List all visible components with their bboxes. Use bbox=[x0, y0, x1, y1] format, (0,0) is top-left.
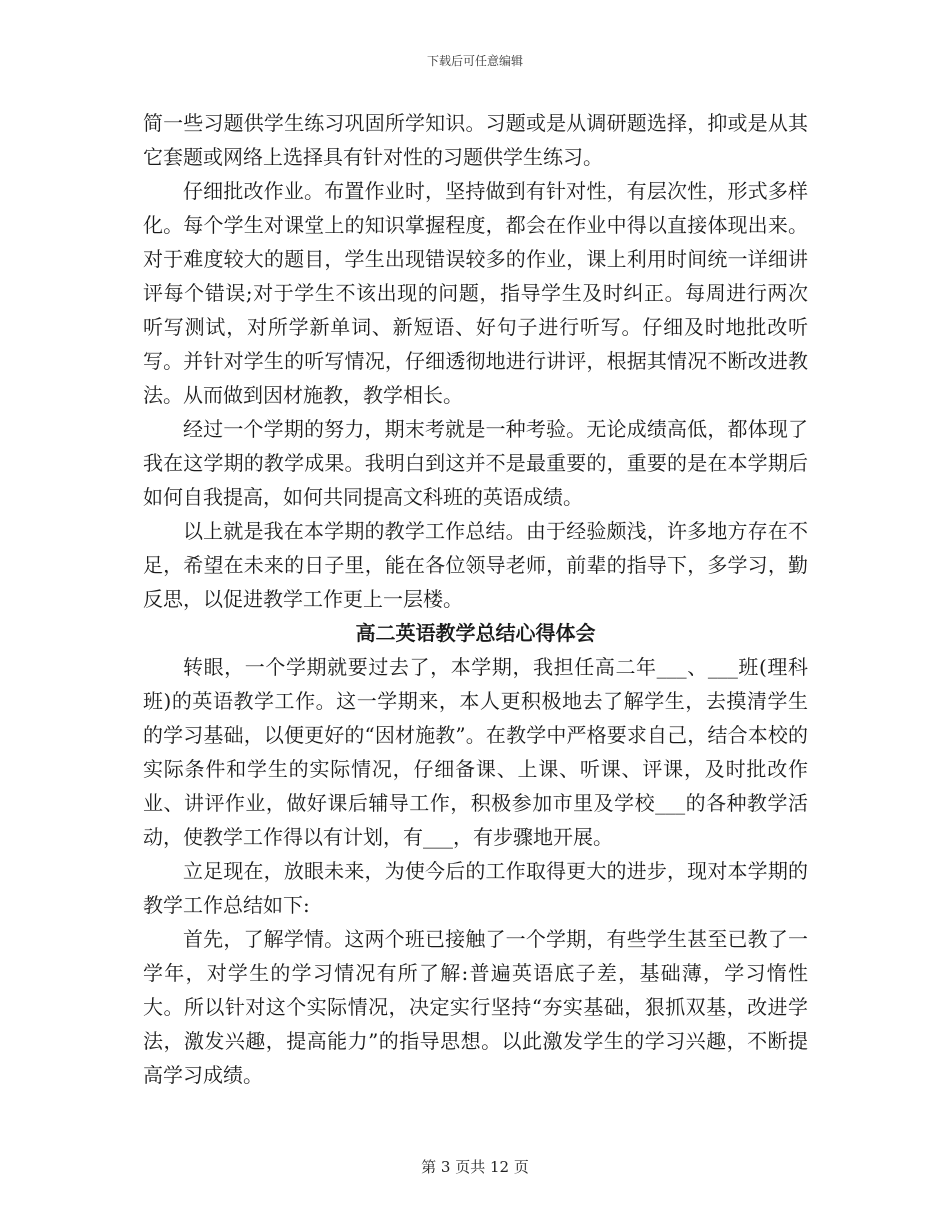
page-header: 下载后可任意编辑 bbox=[426, 54, 523, 68]
page-footer: 第 3 页共 12 页 bbox=[421, 1158, 529, 1176]
section-title: 高二英语教学总结心得体会 bbox=[355, 621, 596, 645]
paragraph: 仔细批改作业。布置作业时，坚持做到有针对性，有层次性，形式多样化。每个学生对课堂上的知识掌握程度，都会在作业中得以直接体现出来。对于难度较大的题目，学生出现错误较多的作业，课上利用时间统一详细讲评每个错误;对于学生不该出现的问题，指导学生及时纠正。每周进行两次听写测试，对所学新单词、新短语、好句子进行听写。仔细及时地批改听写。并针对学生的听写情况，仔细透彻地进行讲评，根据其情况不断改进教法。从而做到因材施教，教学相长。 bbox=[143, 179, 808, 407]
document-body bbox=[143, 106, 808, 1092]
paragraph: 简一些习题供学生练习巩固所学知识。习题或是从调研题选择，抑或是从其它套题或网络上选择具有针对性的习题供学生练习。 bbox=[143, 111, 808, 169]
paragraph: 经过一个学期的努力，期末考就是一种考验。无论成绩高低，都体现了我在这学期的教学成果。我明白到这并不是最重要的，重要的是在本学期后如何自我提高，如何共同提高文科班的英语成绩。 bbox=[143, 417, 808, 509]
paragraph: 首先，了解学情。这两个班已接触了一个学期，有些学生甚至已教了一学年，对学生的学习情况有所了解:普遍英语底子差，基础薄，学习惰性大。所以针对这个实际情况，决定实行坚持“夯实基础，狠抓双基，改进学法，激发兴趣，提高能力”的指导思想。以此激发学生的学习兴趣，不断提高学习成绩。 bbox=[143, 927, 808, 1087]
paragraph: 以上就是我在本学期的教学工作总结。由于经验颇浅，许多地方存在不足，希望在未来的日子里，能在各位领导老师，前辈的指导下，多学习，勤反思，以促进教学工作更上一层楼。 bbox=[143, 519, 808, 611]
paragraph: 转眼，一个学期就要过去了，本学期，我担任高二年___、___班(理科班)的英语教学工作。这一学期来，本人更积极地去了解学生，去摸清学生的学习基础，以便更好的“因材施教”。在教学中严格要求自己，结合本校的实际条件和学生的实际情况，仔细备课、上课、听课、评课，及时批改作业、讲评作业，做好课后辅导工作，积极参加市里及学校___的各种教学活动，使教学工作得以有计划，有___，有步骤地开展。 bbox=[143, 655, 808, 849]
paragraph: 立足现在，放眼未来，为使今后的工作取得更大的进步，现对本学期的教学工作总结如下: bbox=[143, 859, 808, 917]
